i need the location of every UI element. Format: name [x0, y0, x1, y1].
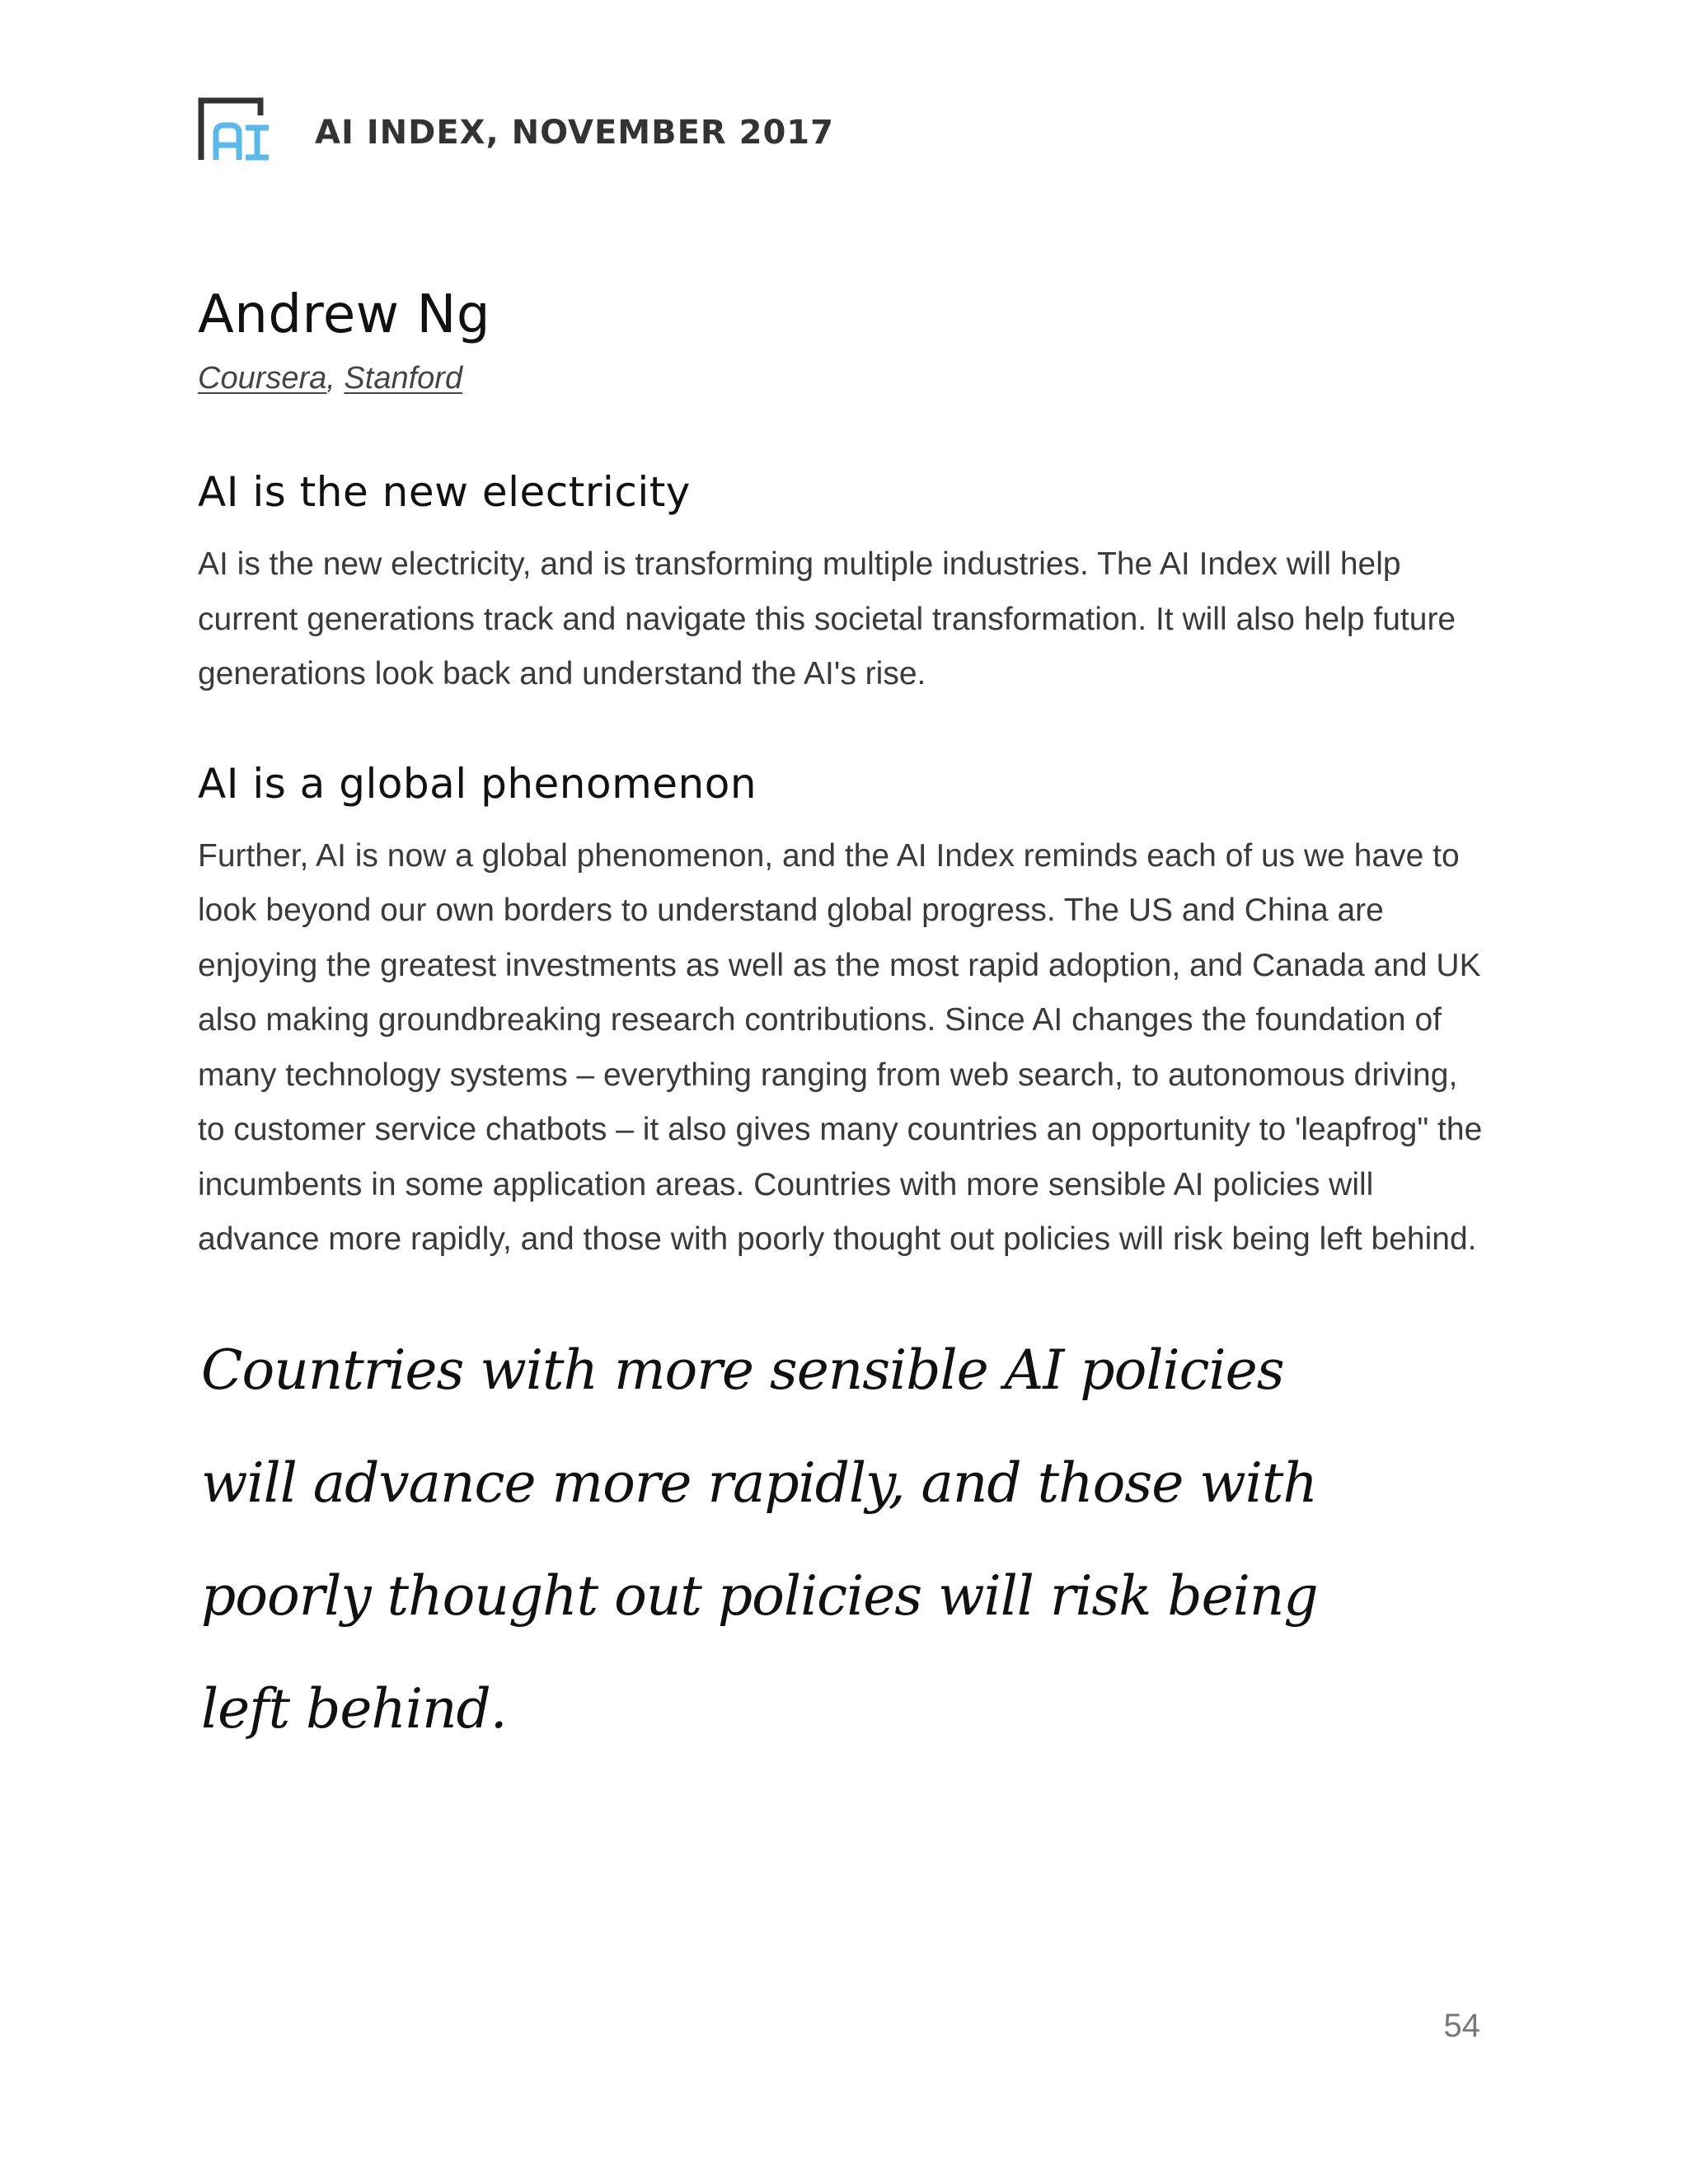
article-content	[198, 279, 1484, 1765]
section-body-global: Further, AI is now a global phenomenon, and the AI Index reminds each of us we have to look beyond our own borders to understand global progress. The US and China are enjoying the greatest investments as well as the most rapid adoption, and Canada and UK also making groundbreaking research contributions. Since AI changes the foundation of many technology systems – everything ranging from web search, to autonomous driving, to customer service chatbots – it also gives many countries an opportunity to 'leapfrog" the incumbents in some application areas. Countries with more sensible AI policies will advance more rapidly, and those with poorly thought out policies will risk being left behind.	[198, 837, 1483, 1257]
section-heading-global: AI is a global phenomenon	[198, 759, 757, 808]
author-name: Andrew Ng	[198, 284, 490, 345]
page-header	[198, 97, 834, 163]
ai-index-logo-icon	[198, 97, 272, 163]
affiliation-separator: ,	[326, 361, 335, 396]
page-number: 54	[1443, 2008, 1480, 2044]
section-body-electricity: AI is the new electricity, and is transforming multiple industries. The AI Index will help current generations track and navigate this societal transformation. It will also help future generations look back and understand the AI's rise.	[198, 546, 1456, 691]
section-heading-electricity: AI is the new electricity	[198, 468, 691, 516]
pull-quote: Countries with more sensible AI policies will advance more rapidly, and those with poorly thought out policies will risk being left behind.	[201, 1338, 1318, 1741]
header-title: AI INDEX, NOVEMBER 2017	[315, 114, 834, 152]
affiliation-link-coursera[interactable]: Coursera	[198, 361, 327, 396]
affiliation-link-stanford[interactable]: Stanford	[344, 361, 463, 396]
author-affiliations	[198, 358, 1484, 399]
